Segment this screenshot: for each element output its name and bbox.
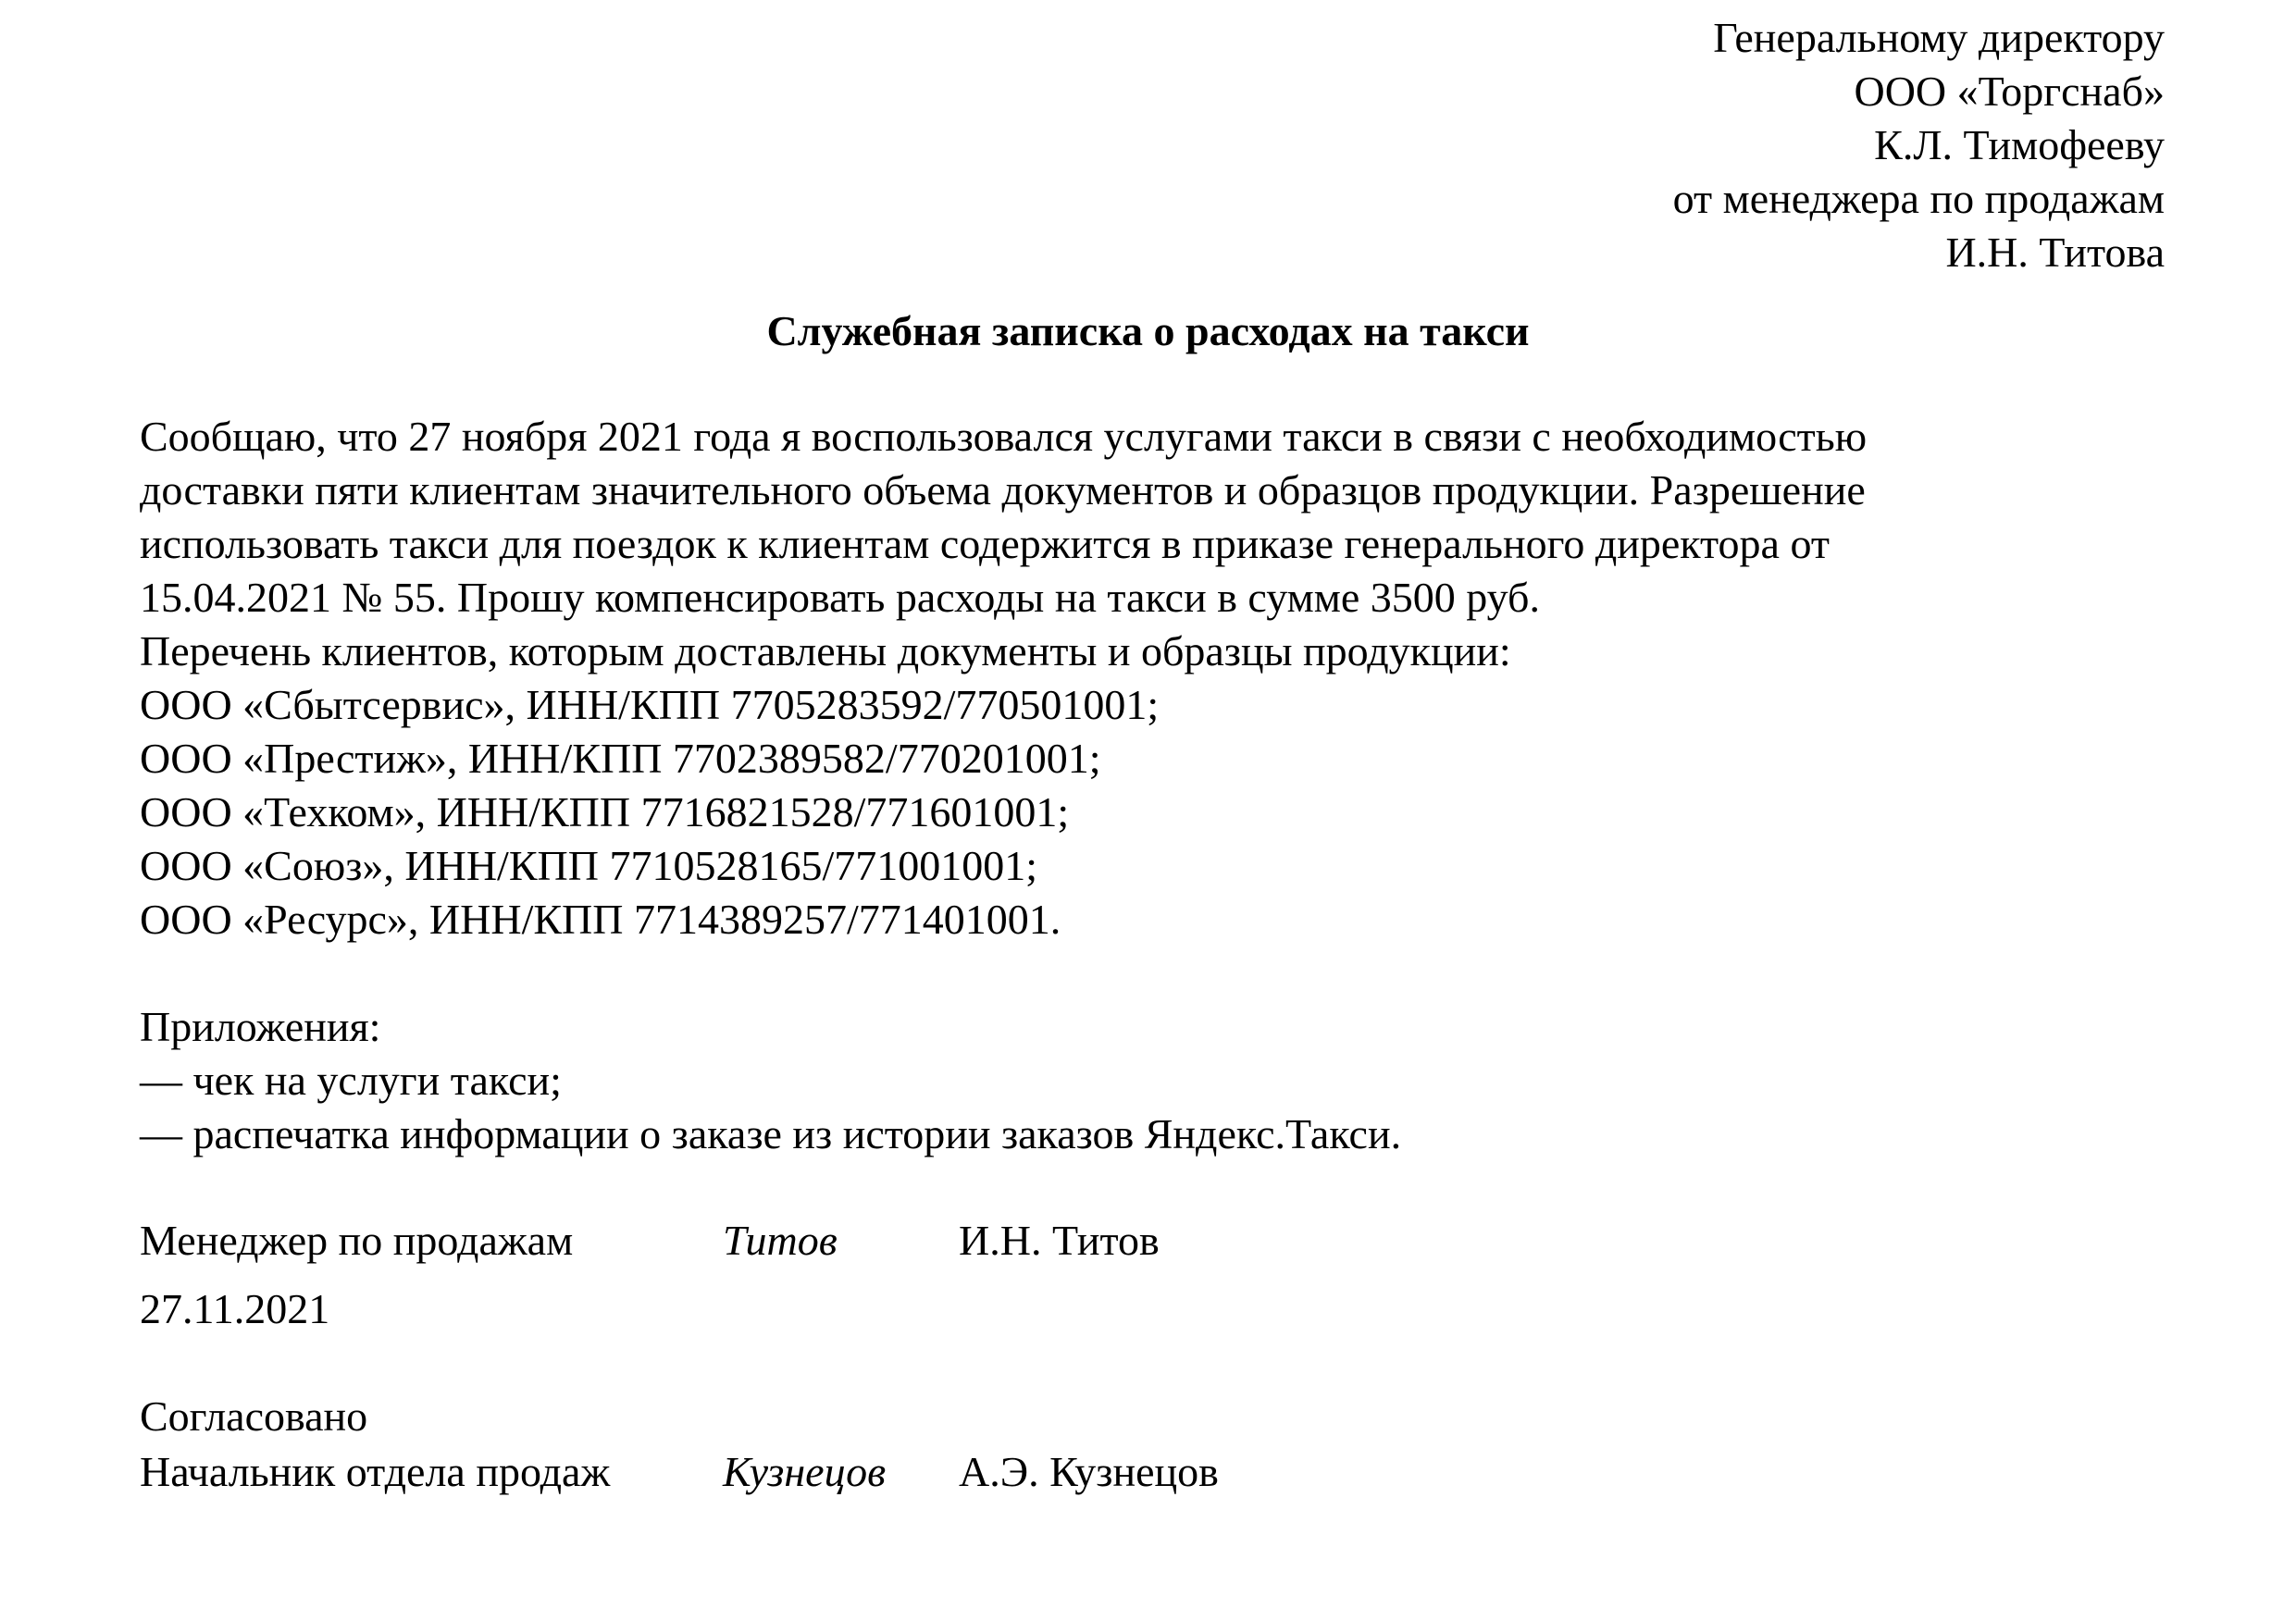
addressee-block <box>1673 11 2165 279</box>
addressee-line: К.Л. Тимофееву <box>1874 121 2165 168</box>
approver-name: А.Э. Кузнецов <box>959 1448 1219 1495</box>
approver-position: Начальник отдела продаж <box>140 1448 611 1495</box>
approval-label: Согласовано <box>140 1392 368 1440</box>
approver-signature: Кузнецов <box>723 1448 887 1495</box>
client-item: ООО «Сбытсервис», ИНН/КПП 7705283592/770501001; <box>140 681 1160 728</box>
client-item: ООО «Престиж», ИНН/КПП 7702389582/770201001; <box>140 735 1101 782</box>
author-name: И.Н. Титов <box>959 1217 1160 1264</box>
addressee-line: ООО «Торгснаб» <box>1854 68 2165 115</box>
client-item: ООО «Ресурс», ИНН/КПП 7714389257/771401001. <box>140 896 1061 943</box>
body-line: 15.04.2021 № 55. Прошу компенсировать расходы на такси в сумме 3500 руб. <box>140 574 1540 621</box>
document-title: Служебная записка о расходах на такси <box>766 307 1530 354</box>
attachments-heading: Приложения: <box>140 1003 381 1050</box>
memo-date: 27.11.2021 <box>140 1285 330 1332</box>
body-line: использовать такси для поездок к клиентам содержится в приказе генерального директора от <box>140 520 1830 567</box>
body-line: Сообщаю, что 27 ноября 2021 года я воспользовался услугами такси в связи с необходимостью <box>140 413 1868 460</box>
client-item: ООО «Союз», ИНН/КПП 7710528165/771001001; <box>140 842 1037 889</box>
clients-intro: Перечень клиентов, которым доставлены документы и образцы продукции: <box>140 627 1511 674</box>
attachments-block <box>140 1000 1401 1161</box>
attachment-item: — распечатка информации о заказе из истории заказов Яндекс.Такси. <box>140 1110 1402 1157</box>
addressee-line: Генеральному директору <box>1713 14 2165 61</box>
client-item: ООО «Техком», ИНН/КПП 7716821528/771601001; <box>140 788 1070 835</box>
addressee-line: от менеджера по продажам <box>1672 175 2165 222</box>
attachment-item: — чек на услуги такси; <box>140 1057 562 1104</box>
body-line: доставки пяти клиентам значительного объема документов и образцов продукции. Разрешение <box>140 466 1866 514</box>
addressee-line: И.Н. Титова <box>1945 229 2165 276</box>
author-signature: Титов <box>723 1217 838 1264</box>
memo-body <box>140 410 2203 947</box>
author-position: Менеджер по продажам <box>140 1217 574 1264</box>
